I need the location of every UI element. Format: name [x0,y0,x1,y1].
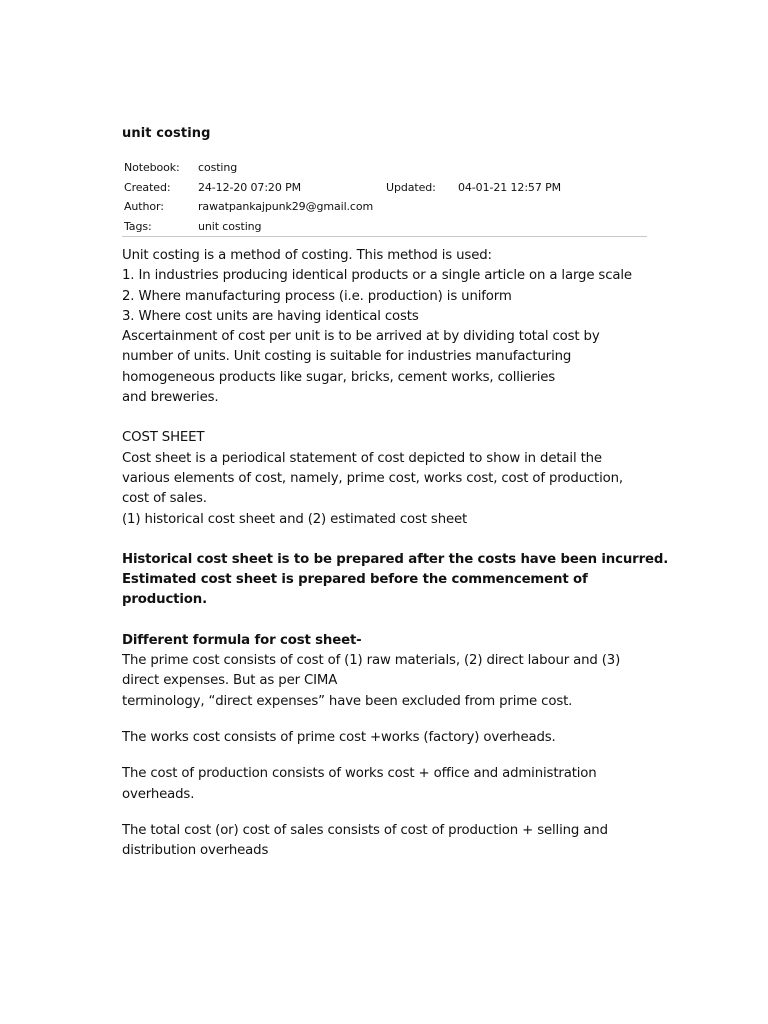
updated-label: Updated: [386,180,436,194]
cost-sheet-types: (1) historical cost sheet and (2) estimated cost sheet [122,511,468,527]
author-value: rawatpankajpunk29@gmail.com [198,200,374,213]
meta-row-notebook [122,158,647,178]
prime-cost-line-2: direct expenses. But as per CIMA [122,673,338,689]
prime-cost-line-1: The prime cost consists of cost of (1) raw materials, (2) direct labour and (3) [122,653,621,669]
notebook-label: Notebook: [124,161,180,174]
ascertainment-line-3: homogeneous products like sugar, bricks, cement works, collieries [122,369,556,385]
historical-cost-sheet-note: Historical cost sheet is to be prepared after the costs have been incurred. [122,551,669,567]
cost-sheet-line-3: cost of sales. [122,491,207,507]
prime-cost-line-3: terminology, “direct expenses” have been excluded from prime cost. [122,693,573,709]
intro-line: Unit costing is a method of costing. This method is used: [122,248,492,263]
note-metadata-table [122,158,647,237]
sales-cost-line-2: distribution overheads [122,843,269,859]
tags-label: Tags: [124,219,152,233]
sales-cost-line-1: The total cost (or) cost of sales consists of cost of production + selling and [122,822,608,838]
created-label: Created: [124,180,171,194]
notebook-value: costing [198,161,238,174]
formula-heading: Different formula for cost sheet- [122,632,362,648]
ascertainment-line-2: number of units. Unit costing is suitable for industries manufacturing [122,349,572,365]
meta-row-author [122,197,647,217]
ascertainment-line-4: and breweries. [122,390,219,406]
meta-row-tags [122,217,647,237]
production-cost-line-2: overheads. [122,786,195,802]
note-body [122,246,669,861]
cost-sheet-line-1: Cost sheet is a periodical statement of cost depicted to show in detail the [122,450,602,466]
use-point-2: 2. Where manufacturing process (i.e. production) is uniform [122,288,512,304]
cost-sheet-line-2: various elements of cost, namely, prime cost, works cost, cost of production, [122,470,623,486]
use-point-1: 1. In industries producing identical products or a single article on a large scale [122,268,632,284]
meta-row-created [122,178,647,198]
cost-sheet-heading: COST SHEET [122,430,205,446]
created-value: 24-12-20 07:20 PM [198,180,302,194]
author-label: Author: [124,200,164,213]
ascertainment-line-1: Ascertainment of cost per unit is to be arrived at by dividing total cost by [122,329,600,345]
works-cost-line: The works cost consists of prime cost +works (factory) overheads. [122,729,556,745]
use-point-3: 3. Where cost units are having identical costs [122,308,419,324]
tags-value: unit costing [198,219,262,233]
estimated-cost-sheet-note-end: production. [122,592,207,608]
updated-value: 04-01-21 12:57 PM [458,180,562,194]
estimated-cost-sheet-note: Estimated cost sheet is prepared before the commencement of [122,572,588,588]
production-cost-line-1: The cost of production consists of works cost + office and administration [122,766,597,782]
note-title: unit costing [122,126,211,141]
